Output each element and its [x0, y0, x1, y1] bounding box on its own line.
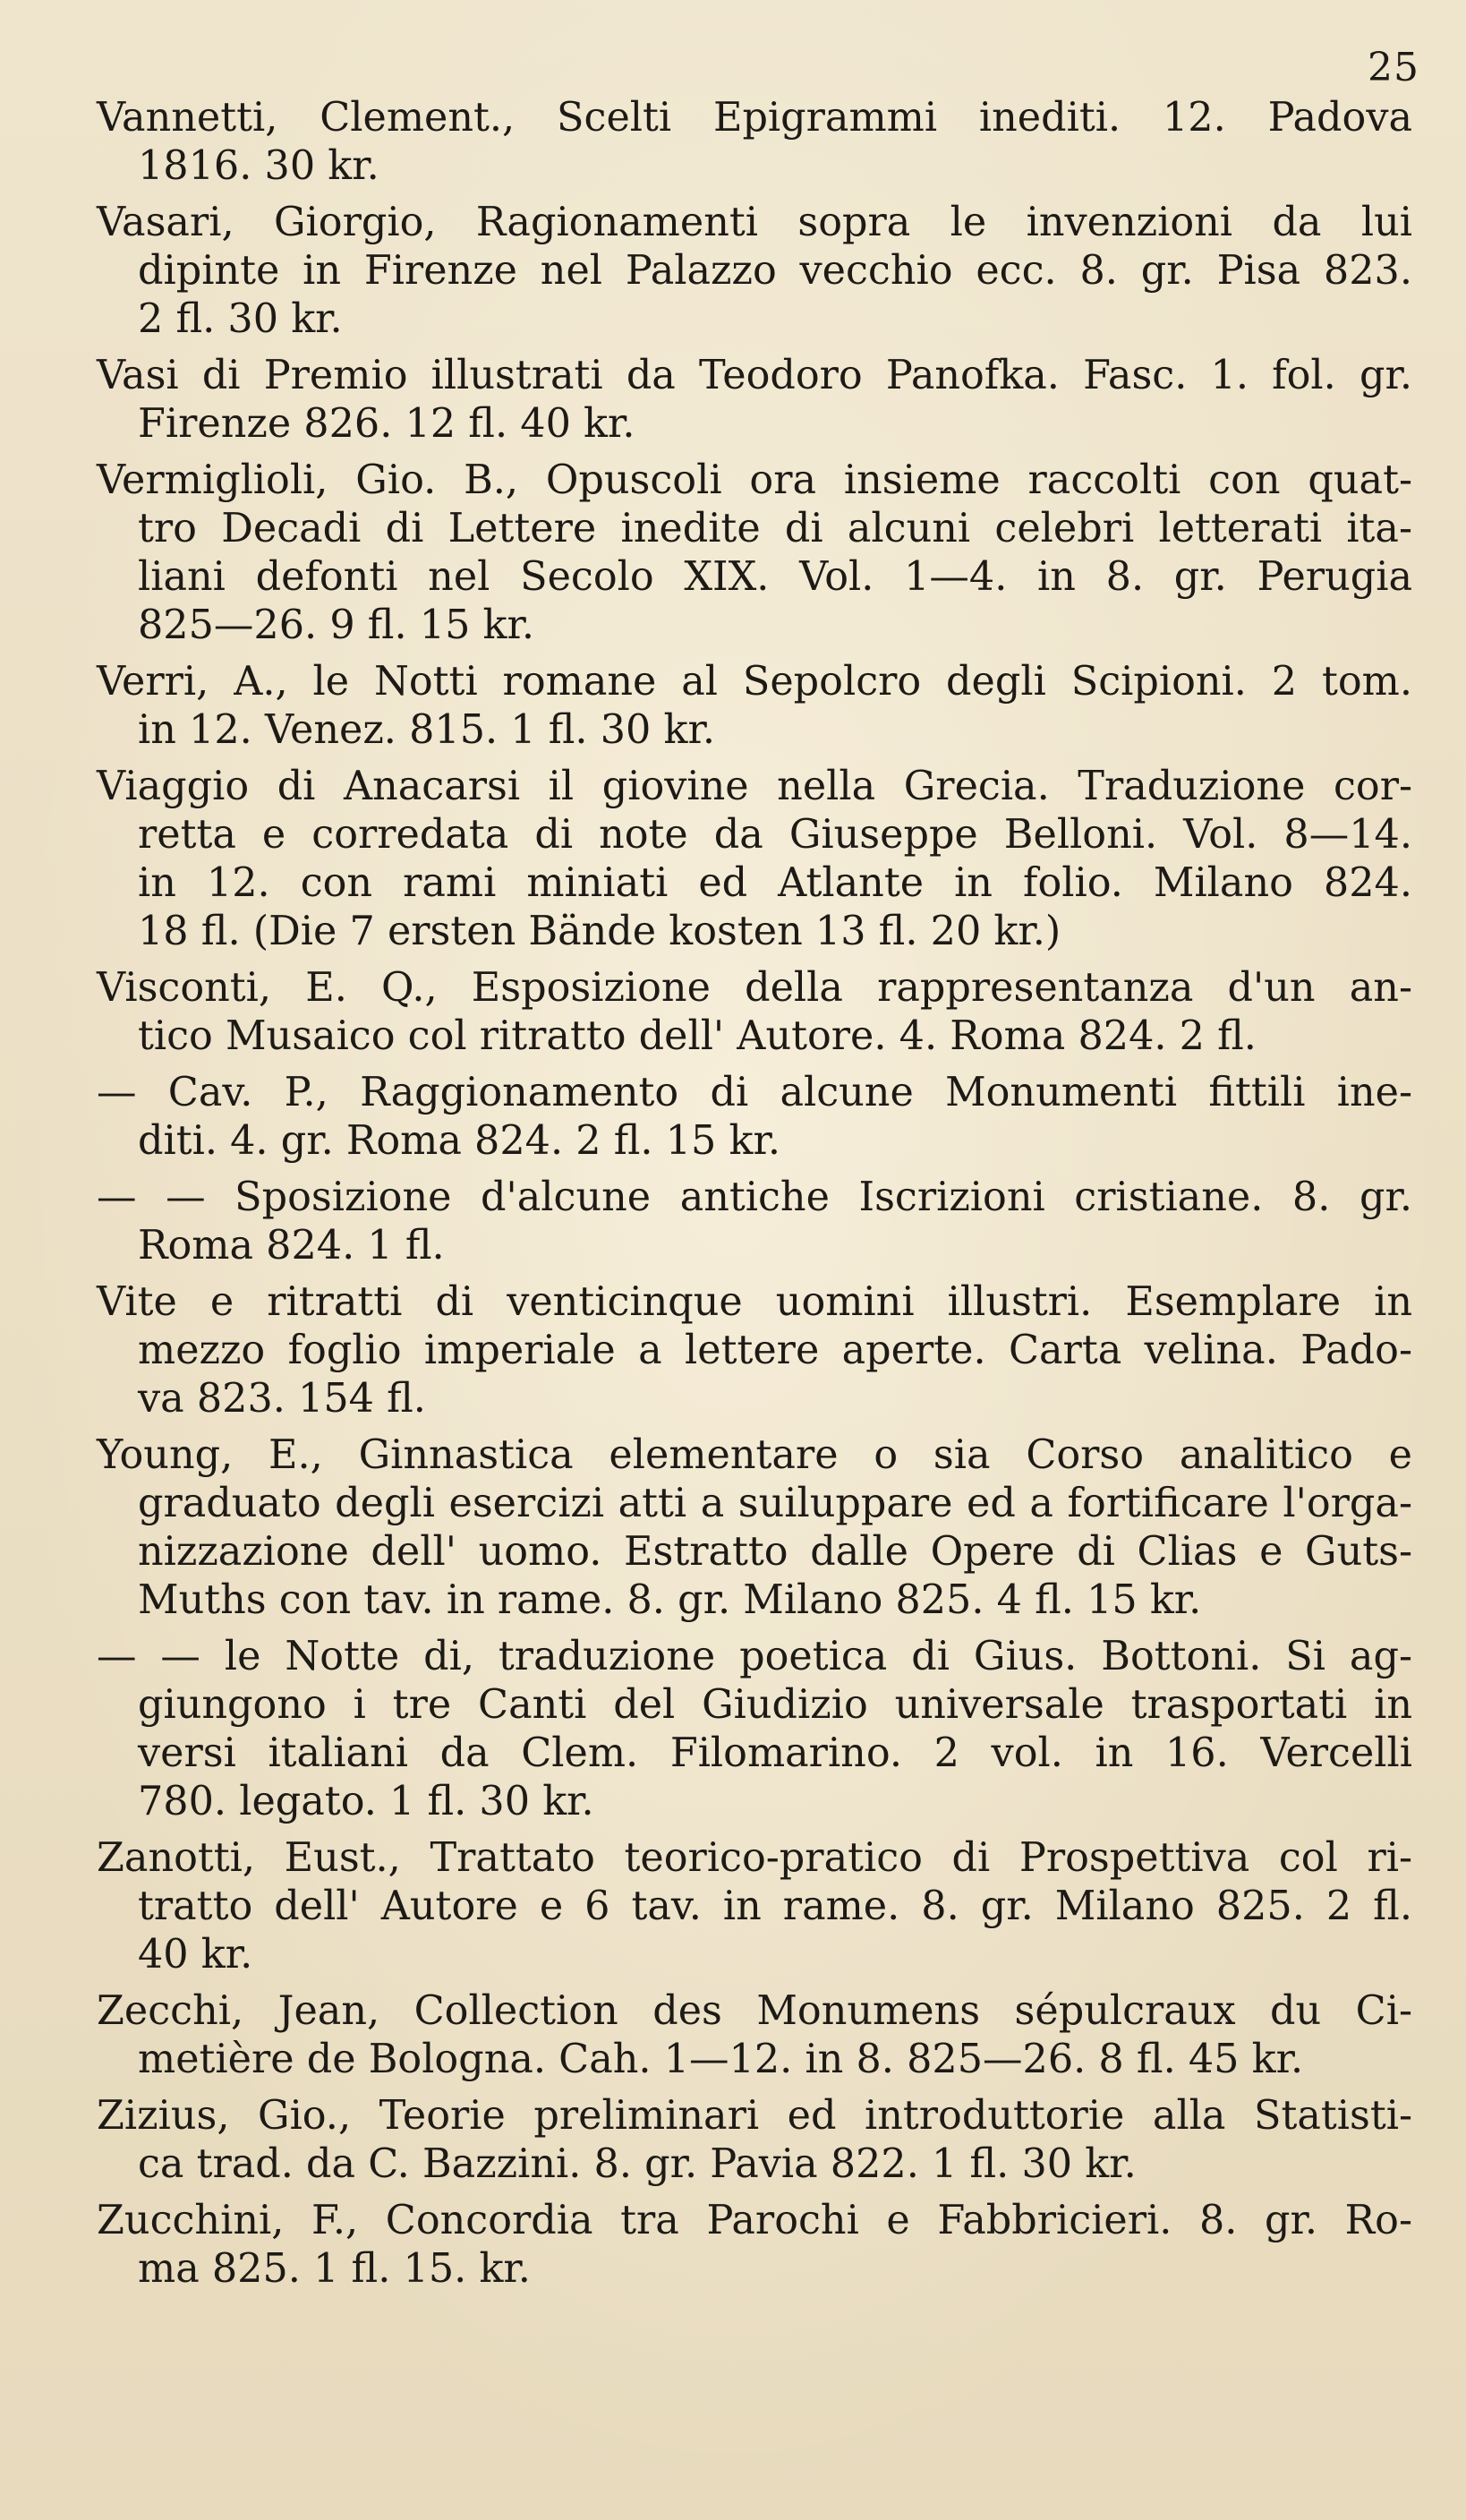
page-number: 25: [1368, 45, 1419, 90]
entry-heading-line: Vermiglioli, Gio. B., Opuscoli ora insieme raccolti con quat-: [97, 457, 1412, 503]
catalog-entry: [97, 1431, 1412, 1625]
catalog-entry: [97, 1834, 1412, 1979]
entry-continuation-line: 780. legato. 1 fl. 30 kr.: [138, 1779, 594, 1824]
catalog-entry: [97, 1069, 1412, 1166]
entry-heading-line: Viaggio di Anacarsi il giovine nella Grecia. Traduzione cor-: [97, 764, 1412, 809]
catalog-entry: [97, 964, 1412, 1061]
entry-continuation-line: Muths con tav. in rame. 8. gr. Milano 825. 4 fl. 15 kr.: [138, 1577, 1202, 1623]
catalog-entry: [97, 1174, 1412, 1270]
entry-heading-line: Vasari, Giorgio, Ragionamenti sopra le invenzioni da lui: [97, 200, 1412, 245]
entry-heading-line: — — Sposizione d'alcune antiche Iscrizioni cristiane. 8. gr.: [97, 1175, 1412, 1220]
entry-continuation-line: metière de Bologna. Cah. 1—12. in 8. 825—26. 8 fl. 45 kr.: [138, 2037, 1304, 2082]
catalog-entry: [97, 658, 1412, 755]
entry-heading-line: Visconti, E. Q., Esposizione della rappresentanza d'un an-: [97, 965, 1412, 1011]
catalog-entry: [97, 1278, 1412, 1423]
entry-continuation-line: dipinte in Firenze nel Palazzo vecchio ecc. 8. gr. Pisa 823.: [138, 248, 1412, 294]
entry-heading-line: Zanotti, Eust., Trattato teorico-pratico di Prospettiva col ri-: [97, 1835, 1412, 1881]
catalog-entry: [97, 2092, 1412, 2189]
entry-continuation-line: in 12. Venez. 815. 1 fl. 30 kr.: [138, 707, 715, 753]
entry-continuation-line: Roma 824. 1 fl.: [138, 1223, 445, 1269]
entry-heading-line: Zizius, Gio., Teorie preliminari ed introduttorie alla Statisti-: [97, 2093, 1412, 2139]
entry-continuation-line: giungono i tre Canti del Giudizio universale trasportati in: [138, 1682, 1412, 1728]
entry-heading-line: Vannetti, Clement., Scelti Epigrammi inediti. 12. Padova: [97, 95, 1412, 141]
catalog-entry: [97, 94, 1412, 191]
entry-continuation-line: 18 fl. (Die 7 ersten Bände kosten 13 fl. 20 kr.): [138, 909, 1061, 954]
catalog-entry: [97, 1987, 1412, 2084]
entry-continuation-line: retta e corredata di note da Giuseppe Belloni. Vol. 8—14.: [138, 812, 1412, 858]
entry-continuation-line: ma 825. 1 fl. 15. kr.: [138, 2246, 531, 2292]
entry-continuation-line: tico Musaico col ritratto dell' Autore. 4. Roma 824. 2 fl.: [138, 1013, 1257, 1059]
catalog-entry: [97, 199, 1412, 344]
entry-continuation-line: va 823. 154 fl.: [138, 1376, 426, 1422]
catalog-entry: [97, 2197, 1412, 2294]
entry-continuation-line: versi italiani da Clem. Filomarino. 2 vol. in 16. Vercelli: [138, 1730, 1412, 1776]
entry-heading-line: Vite e ritratti di venticinque uomini illustri. Esemplare in: [97, 1279, 1412, 1325]
entry-heading-line: Young, E., Ginnastica elementare o sia Corso analitico e: [97, 1432, 1412, 1478]
entry-continuation-line: 40 kr.: [138, 1932, 253, 1978]
entry-continuation-line: 2 fl. 30 kr.: [138, 296, 343, 342]
entry-continuation-line: graduato degli esercizi atti a suiluppare ed a fortificare l'orga-: [138, 1481, 1412, 1526]
entry-continuation-line: 825—26. 9 fl. 15 kr.: [138, 602, 535, 648]
entry-continuation-line: Firenze 826. 12 fl. 40 kr.: [138, 401, 635, 447]
entry-heading-line: Zecchi, Jean, Collection des Monumens sépulcraux du Ci-: [97, 1988, 1412, 2034]
entry-heading-line: — Cav. P., Raggionamento di alcune Monumenti fittili ine-: [97, 1070, 1412, 1115]
entry-heading-line: — — le Notte di, traduzione poetica di Gius. Bottoni. Si ag-: [97, 1634, 1412, 1679]
entry-continuation-line: nizzazione dell' uomo. Estratto dalle Opere di Clias e Guts-: [138, 1529, 1412, 1575]
entry-continuation-line: 1816. 30 kr.: [138, 143, 379, 189]
catalog-entry: [97, 352, 1412, 448]
entry-heading-line: Zucchini, F., Concordia tra Parochi e Fabbricieri. 8. gr. Ro-: [97, 2198, 1412, 2243]
entry-continuation-line: diti. 4. gr. Roma 824. 2 fl. 15 kr.: [138, 1118, 780, 1164]
entry-continuation-line: mezzo foglio imperiale a lettere aperte. Carta velina. Pado-: [138, 1328, 1412, 1373]
entry-heading-line: Verri, A., le Notti romane al Sepolcro degli Scipioni. 2 tom.: [97, 659, 1412, 705]
catalog-entry: [97, 457, 1412, 650]
entry-continuation-line: tro Decadi di Lettere inedite di alcuni celebri letterati ita-: [138, 506, 1412, 551]
entry-continuation-line: tratto dell' Autore e 6 tav. in rame. 8. gr. Milano 825. 2 fl.: [138, 1884, 1412, 1929]
catalog-entry: [97, 763, 1412, 956]
entry-heading-line: Vasi di Premio illustrati da Teodoro Panofka. Fasc. 1. fol. gr.: [97, 353, 1412, 398]
entry-continuation-line: in 12. con rami miniati ed Atlante in folio. Milano 824.: [138, 860, 1412, 906]
entry-continuation-line: ca trad. da C. Bazzini. 8. gr. Pavia 822. 1 fl. 30 kr.: [138, 2141, 1137, 2187]
catalog-entry-list: [97, 94, 1412, 2302]
catalog-entry: [97, 1633, 1412, 1826]
entry-continuation-line: liani defonti nel Secolo XIX. Vol. 1—4. in 8. gr. Perugia: [138, 554, 1412, 600]
